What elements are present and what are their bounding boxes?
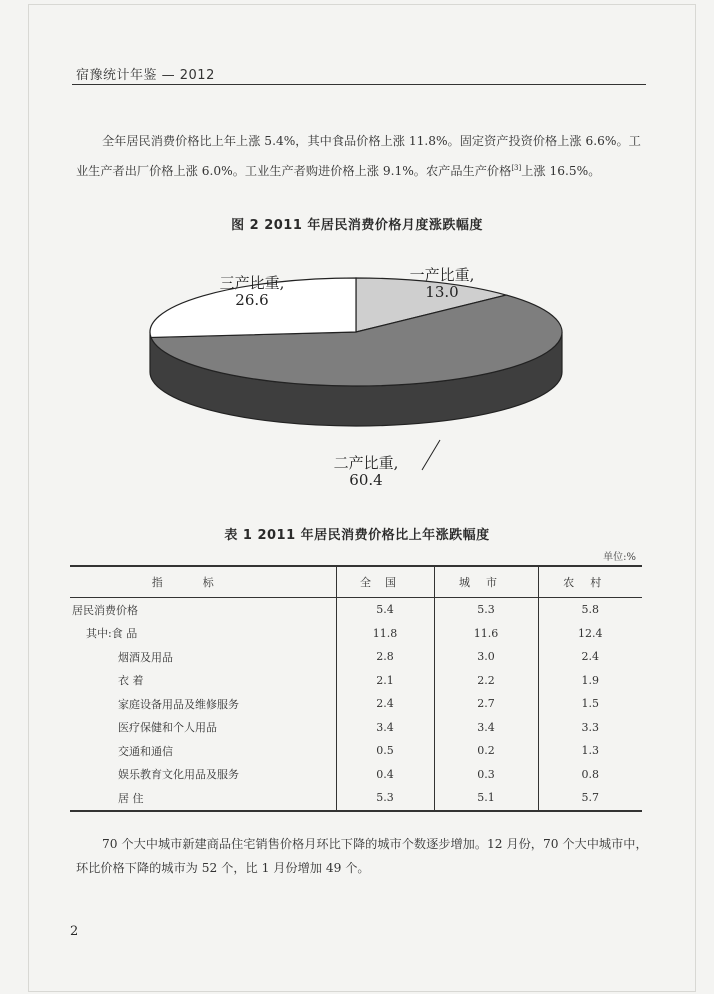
slice-value-3: 26.6 [235,291,269,309]
table-title: 表 1 2011 年居民消费价格比上年涨跌幅度 [224,528,490,543]
value-national: 2.4 [336,692,434,716]
table-row [70,645,642,669]
row-label: 娱乐教育文化用品及服务 [118,768,239,782]
value-city: 5.1 [434,786,538,811]
value-national: 5.4 [336,598,434,622]
table-row [70,598,642,622]
table-unit: 单位:% [603,552,636,563]
table-row [70,786,642,811]
value-city: 2.2 [434,669,538,693]
slice-value-2: 60.4 [349,471,383,489]
running-header: 宿豫统计年鉴 — 2012 [76,68,215,83]
value-city: 3.0 [434,645,538,669]
slice-label-1: 一产比重, [409,266,475,284]
page-number: 2 [70,924,79,939]
value-city: 0.3 [434,763,538,787]
value-rural: 2.4 [538,645,642,669]
value-city: 2.7 [434,692,538,716]
value-city: 5.3 [434,598,538,622]
value-rural: 1.3 [538,739,642,763]
value-city: 0.2 [434,739,538,763]
value-national: 5.3 [336,786,434,811]
closing-paragraph: 70 个大中城市新建商品住宅销售价格月环比下降的城市个数逐步增加。12 月份，70 个大中城市中，环比价格下降的城市为 52 个，比 1 月份增加 49 个。 [76,837,648,875]
pie-chart [140,262,580,502]
header-rural: 农村 [538,566,642,598]
table-row [70,763,642,787]
header-indicator: 指标 [70,566,336,598]
row-label: 其中:食 品 [86,627,138,641]
row-label: 居 住 [70,786,336,811]
row-label: 居民消费价格 [72,603,138,617]
slice-label-2: 二产比重, [333,454,399,472]
value-rural: 3.3 [538,716,642,740]
value-national: 11.8 [336,622,434,646]
value-national: 0.4 [336,763,434,787]
value-rural: 5.8 [538,598,642,622]
figure-title: 图 2 2011 年居民消费价格月度涨跌幅度 [231,218,483,233]
value-national: 3.4 [336,716,434,740]
row-label: 衣 着 [118,674,144,688]
header-national: 全国 [336,566,434,598]
row-label: 家庭设备用品及维修服务 [118,697,239,711]
table-row [70,692,642,716]
value-city: 11.6 [434,622,538,646]
intro-text: 全年居民消费价格比上年上涨 5.4%，其中食品价格上涨 11.8%。固定资产投资价格上涨 6.6%。工业生产者出厂价格上涨 6.0%。工业生产者购进价格上涨 9.1%。农产品生产价格 [76,134,641,179]
value-national: 2.8 [336,645,434,669]
header-rule [72,84,646,85]
row-label: 烟酒及用品 [118,650,173,664]
value-city: 3.4 [434,716,538,740]
table-header-row [70,566,642,598]
footnote-ref: [3] [511,164,522,172]
table-row [70,669,642,693]
slice-label-3: 三产比重, [219,274,285,292]
row-label: 医疗保健和个人用品 [118,721,217,735]
value-rural: 5.7 [538,786,642,811]
row-label: 交通和通信 [118,744,173,758]
value-rural: 1.9 [538,669,642,693]
intro-text-end: 上涨 16.5%。 [521,164,601,179]
intro-paragraph [76,128,648,185]
value-rural: 1.5 [538,692,642,716]
value-rural: 12.4 [538,622,642,646]
value-rural: 0.8 [538,763,642,787]
slice-value-1: 13.0 [425,283,459,301]
leader-line [422,440,440,470]
table-row [70,716,642,740]
table-row [70,622,642,646]
value-national: 2.1 [336,669,434,693]
header-city: 城市 [434,566,538,598]
price-index-table [70,565,642,812]
table-row [70,739,642,763]
value-national: 0.5 [336,739,434,763]
